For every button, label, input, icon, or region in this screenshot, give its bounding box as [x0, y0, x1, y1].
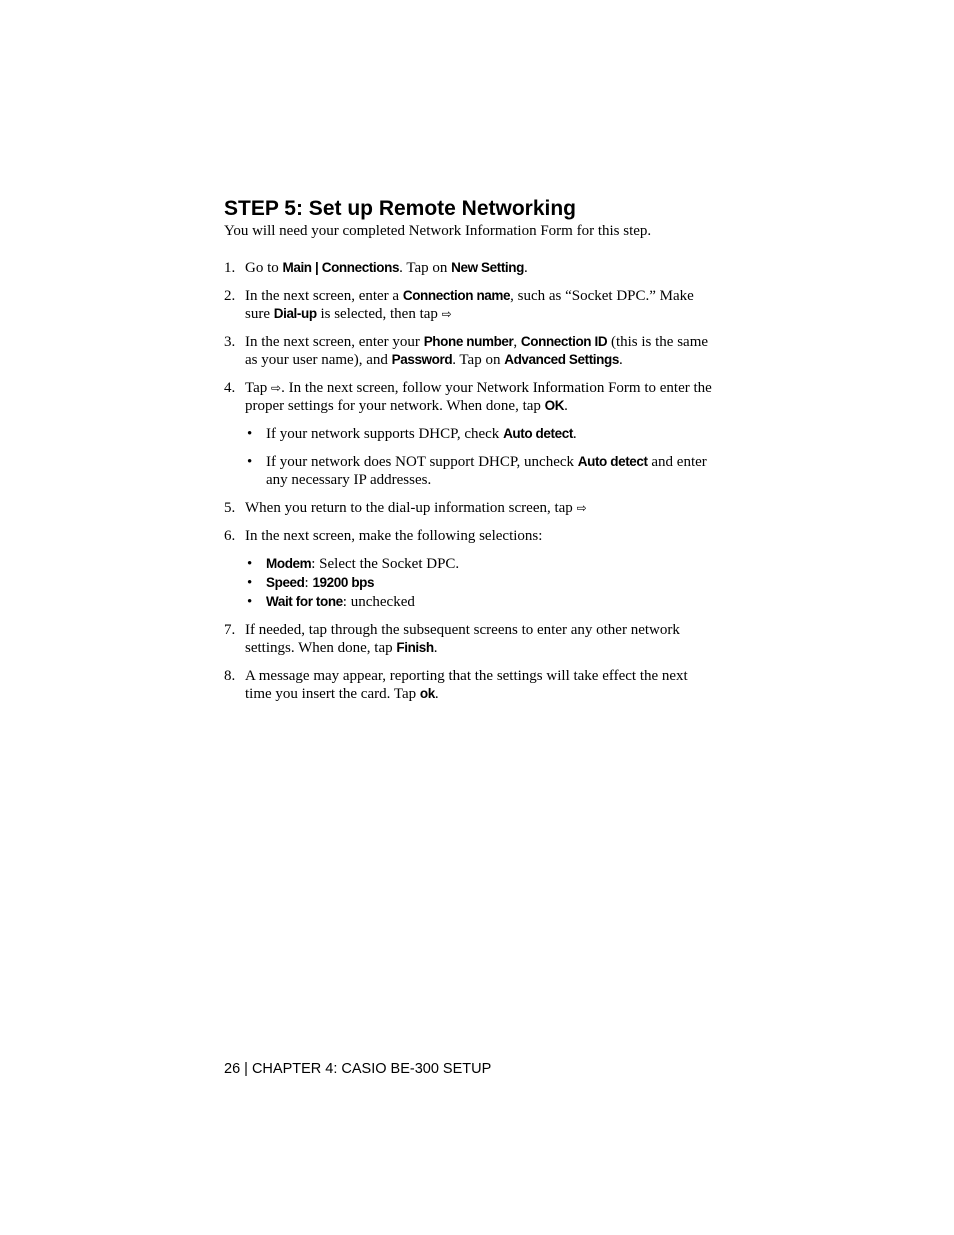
bullet-item	[245, 425, 714, 443]
step-number: 5.	[224, 500, 236, 516]
step-text: .	[564, 398, 568, 414]
ui-label: Password	[391, 352, 453, 367]
ui-label: Dial-up	[273, 306, 317, 321]
step-text: A message may appear, reporting that the settings will take effect the next time you insert the card. Tap	[245, 668, 688, 702]
step-text: In the next screen, enter your	[245, 334, 424, 350]
ui-label: Connection name	[402, 288, 511, 303]
step-number: 4.	[224, 380, 236, 396]
bullet-icon: •	[247, 454, 253, 470]
step-number: 7.	[224, 622, 236, 638]
step-text: . Tap on	[399, 260, 452, 276]
bullet-icon: •	[247, 556, 253, 572]
bullet-item	[245, 555, 714, 573]
bullet-text: :	[304, 575, 313, 591]
bullet-item	[245, 453, 714, 489]
ui-label: 19200 bps	[312, 575, 375, 590]
step-text: In the next screen, enter a	[245, 288, 403, 304]
step-text: .	[523, 260, 528, 276]
bullet-list	[245, 425, 714, 489]
next-arrow-icon: ⇨	[271, 381, 282, 395]
next-arrow-icon: ⇨	[576, 501, 587, 515]
step-number: 8.	[224, 668, 236, 684]
bullet-icon: •	[247, 426, 253, 442]
list-item-step-7	[224, 621, 714, 657]
ui-label: Advanced Settings	[504, 352, 619, 367]
step-number: 2.	[224, 288, 236, 304]
ui-label: Main | Connections	[282, 260, 400, 275]
step-text: Tap	[245, 380, 272, 396]
bullet-text: .	[572, 426, 577, 442]
step-text: In the next screen, make the following selections:	[245, 528, 543, 544]
bullet-list	[245, 555, 714, 611]
steps-list	[224, 259, 714, 703]
ui-label: Finish	[396, 640, 434, 655]
step-text: If needed, tap through the subsequent screens to enter any other network settings. When done, tap	[245, 622, 680, 656]
ui-label: Connection ID	[520, 334, 608, 349]
ui-label: New Setting	[451, 260, 524, 275]
bullet-text: : Select the Socket DPC.	[311, 556, 460, 572]
page-footer: 26 | CHAPTER 4: CASIO BE-300 SETUP	[224, 1061, 492, 1077]
list-item-step-8	[224, 667, 714, 703]
step-text: (this is the same as your user name), and	[245, 334, 709, 368]
ui-label: Auto detect	[503, 426, 573, 441]
bullet-icon: •	[247, 575, 253, 591]
step-number: 6.	[224, 528, 236, 544]
ui-label: Auto detect	[577, 454, 648, 469]
step-text: ,	[513, 334, 521, 350]
step-text: Go to	[245, 260, 283, 276]
list-item-step-5	[224, 499, 714, 517]
list-item-step-4	[224, 379, 714, 489]
bullet-item	[245, 593, 714, 611]
bullet-text: If your network does NOT support DHCP, uncheck	[266, 454, 578, 470]
list-item-step-3	[224, 333, 714, 369]
ui-label: Speed	[266, 575, 305, 590]
step-text: . In the next screen, follow your Network Information Form to enter the proper settings for your network. When done, tap	[245, 380, 712, 414]
next-arrow-icon: ⇨	[441, 307, 452, 321]
bullet-text: : unchecked	[342, 594, 415, 610]
bullet-text: If your network supports DHCP, check	[266, 426, 504, 442]
step-number: 3.	[224, 334, 236, 350]
step-text: . Tap on	[452, 352, 505, 368]
bullet-item	[245, 574, 714, 592]
bullet-text: and enter any necessary IP addresses.	[266, 454, 707, 488]
page-title: STEP 5: Set up Remote Networking	[224, 197, 577, 220]
list-item-step-1	[224, 259, 714, 277]
step-text: .	[618, 352, 623, 368]
step-text: .	[433, 640, 438, 656]
ui-label: Modem	[266, 556, 312, 571]
ui-label: Wait for tone	[266, 594, 343, 609]
step-text: is selected, then tap	[316, 306, 442, 322]
step-text: .	[434, 686, 439, 702]
ui-label: OK	[544, 398, 565, 413]
document-page	[224, 196, 714, 713]
step-text: When you return to the dial-up information screen, tap	[245, 500, 577, 516]
list-item-step-2	[224, 287, 714, 323]
step-number: 1.	[224, 260, 236, 276]
bullet-icon: •	[247, 594, 253, 610]
ui-label: ok	[419, 686, 435, 701]
intro-text: You will need your completed Network Information Form for this step.	[224, 223, 652, 239]
list-item-step-6	[224, 527, 714, 611]
ui-label: Phone number	[423, 334, 514, 349]
step-text: , such as “Socket DPC.” Make sure	[245, 288, 694, 322]
